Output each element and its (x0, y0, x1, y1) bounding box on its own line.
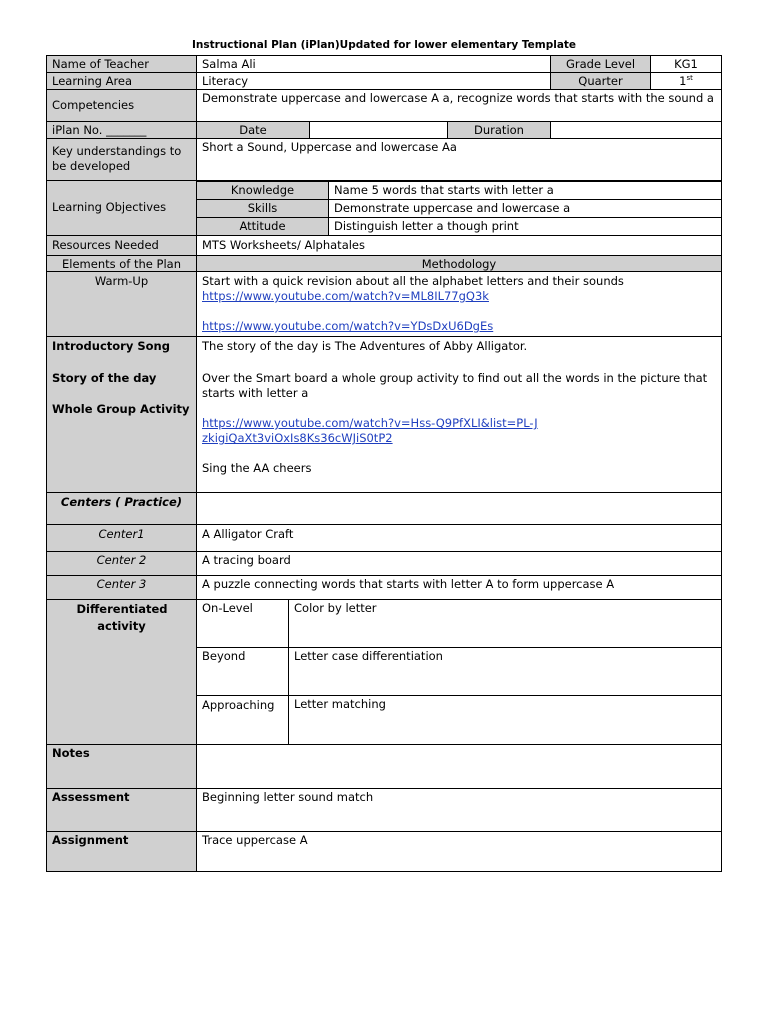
teacher-value: Salma Ali (196, 55, 551, 73)
introductory-song-label: Introductory Song (52, 339, 170, 353)
smart-board-text: Over the Smart board a whole group activity to find out all the words in the picture that starts with letter a (202, 371, 708, 400)
quarter-label: Quarter (550, 72, 651, 90)
knowledge-value: Name 5 words that starts with letter a (328, 181, 722, 200)
methodology-header: Methodology (196, 255, 722, 272)
notes-value (196, 744, 722, 789)
learning-area-label: Learning Area (46, 72, 197, 90)
resources-value: MTS Worksheets/ Alphatales (196, 235, 722, 256)
on-level-label: On-Level (196, 599, 289, 648)
center-3-value: A puzzle connecting words that starts with letter A to form uppercase A (196, 575, 722, 600)
assessment-label: Assessment (46, 788, 197, 832)
approaching-label: Approaching (196, 695, 289, 745)
centers-label: Centers ( Practice) (46, 492, 197, 525)
skills-value: Demonstrate uppercase and lowercase a (328, 199, 722, 218)
warm-up-label: Warm-Up (46, 271, 197, 337)
key-understandings-label: Key understandings to be developed (46, 138, 197, 181)
competencies-label: Competencies (46, 89, 197, 122)
warm-up-link-2[interactable]: https://www.youtube.com/watch?v=YDsDxU6DgEs (202, 319, 494, 333)
grade-level-label: Grade Level (550, 55, 651, 73)
attitude-value: Distinguish letter a though print (328, 217, 722, 236)
elements-header: Elements of the Plan (46, 255, 197, 272)
intro-video-link[interactable]: https://www.youtube.com/watch?v=Hss-Q9PfXLI&list=PL-JzkigiQaXt3viOxIs8Ks36cWJiS0tP2 (202, 416, 538, 445)
quarter-value: 1st (650, 72, 722, 90)
story-text: The story of the day is The Adventures of Abby Alligator. (202, 339, 528, 353)
center-2-value: A tracing board (196, 551, 722, 576)
iplan-number-label: iPlan No. _______ (46, 121, 197, 139)
story-of-the-day-label: Story of the day (52, 371, 157, 385)
teacher-label: Name of Teacher (46, 55, 197, 73)
learning-objectives-label: Learning Objectives (46, 180, 197, 236)
centers-value (196, 492, 722, 525)
assignment-value: Trace uppercase A (196, 831, 722, 872)
center-2-label: Center 2 (46, 551, 197, 576)
whole-group-activity-label: Whole Group Activity (52, 402, 190, 416)
skills-label: Skills (196, 199, 329, 218)
duration-label: Duration (447, 121, 551, 139)
date-label: Date (196, 121, 310, 139)
beyond-label: Beyond (196, 647, 289, 696)
intro-content (196, 336, 722, 493)
key-understandings-value: Short a Sound, Uppercase and lowercase Aa (196, 138, 722, 181)
assignment-label: Assignment (46, 831, 197, 872)
assessment-value: Beginning letter sound match (196, 788, 722, 832)
intro-labels (46, 336, 197, 493)
notes-label: Notes (46, 744, 197, 789)
differentiated-activity-text: Differentiated activity (76, 602, 168, 633)
warm-up-content (196, 271, 722, 337)
duration-value (550, 121, 722, 139)
center-1-label: Center1 (46, 524, 197, 552)
beyond-value: Letter case differentiation (288, 647, 722, 696)
center-1-value: A Alligator Craft (196, 524, 722, 552)
warm-up-text: Start with a quick revision about all the alphabet letters and their sounds (202, 274, 624, 288)
center-3-label: Center 3 (46, 575, 197, 600)
resources-label: Resources Needed (46, 235, 197, 256)
on-level-value: Color by letter (288, 599, 722, 648)
differentiated-activity-label (46, 599, 197, 745)
attitude-label: Attitude (196, 217, 329, 236)
date-value (309, 121, 448, 139)
page-title: Instructional Plan (iPlan)Updated for lower elementary Template (191, 39, 577, 51)
knowledge-label: Knowledge (196, 181, 329, 200)
approaching-value: Letter matching (288, 695, 722, 745)
learning-area-value: Literacy (196, 72, 551, 90)
warm-up-link-1[interactable]: https://www.youtube.com/watch?v=ML8IL77gQ3k (202, 289, 489, 303)
grade-level-value: KG1 (650, 55, 722, 73)
competencies-value: Demonstrate uppercase and lowercase A a, recognize words that starts with the sound a (196, 89, 722, 122)
cheer-text: Sing the AA cheers (202, 461, 312, 475)
